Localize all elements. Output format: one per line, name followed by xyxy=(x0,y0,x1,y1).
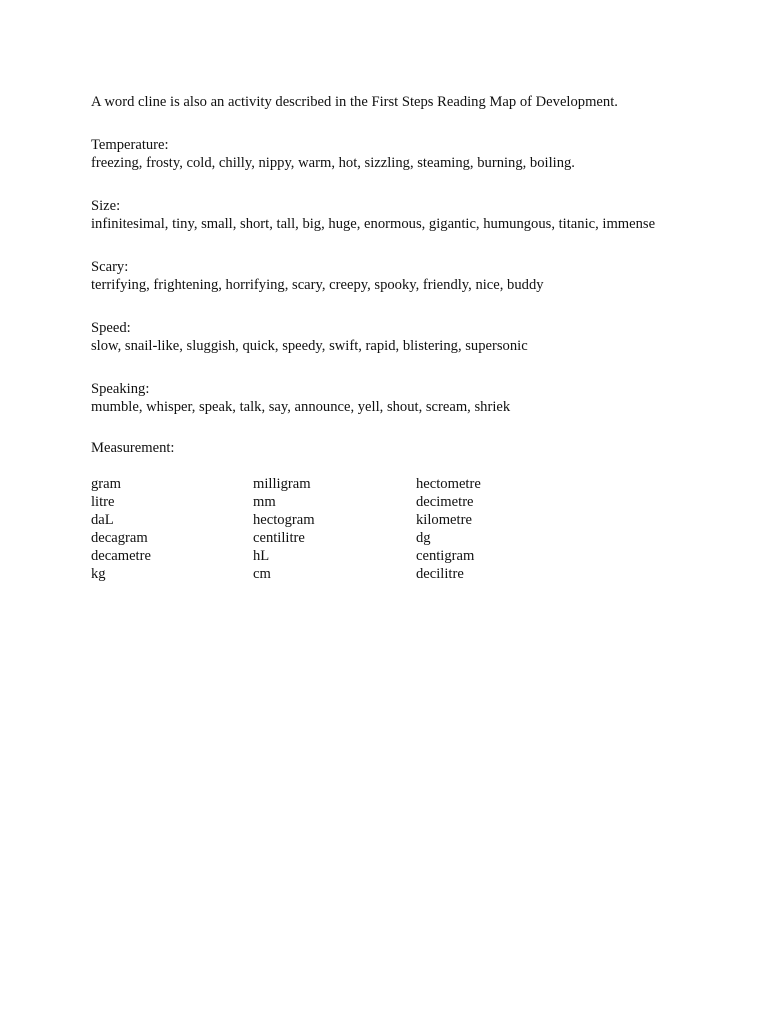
measurement-cell: milligram xyxy=(253,476,311,492)
measurement-cell: centilitre xyxy=(253,530,305,546)
section-speaking xyxy=(91,380,751,416)
section-words: terrifying, frightening, horrifying, scary, creepy, spooky, friendly, nice, buddy xyxy=(91,277,544,293)
measurement-cell: decilitre xyxy=(416,566,464,582)
section-heading: Speed: xyxy=(91,320,131,336)
section-heading: Temperature: xyxy=(91,137,169,153)
measurement-cell: centigram xyxy=(416,548,475,564)
intro-paragraph: A word cline is also an activity described in the First Steps Reading Map of Development. xyxy=(91,94,618,110)
measurement-table xyxy=(91,475,751,583)
measurement-cell: kg xyxy=(91,566,106,582)
measurement-cell: hL xyxy=(253,548,270,564)
measurement-cell: gram xyxy=(91,476,121,492)
measurement-heading: Measurement: xyxy=(91,440,175,456)
measurement-cell: daL xyxy=(91,512,114,528)
section-words: slow, snail-like, sluggish, quick, speedy, swift, rapid, blistering, supersonic xyxy=(91,338,528,354)
section-words: infinitesimal, tiny, small, short, tall, big, huge, enormous, gigantic, humungous, titanic, immense xyxy=(91,216,656,232)
section-speed xyxy=(91,319,751,355)
measurement-cell: mm xyxy=(253,494,276,510)
measurement-cell: litre xyxy=(91,494,115,510)
document-page xyxy=(91,93,751,583)
measurement-cell: hectogram xyxy=(253,512,315,528)
measurement-cell: decagram xyxy=(91,530,148,546)
section-words: mumble, whisper, speak, talk, say, announce, yell, shout, scream, shriek xyxy=(91,399,511,415)
section-size xyxy=(91,197,751,233)
section-words: freezing, frosty, cold, chilly, nippy, warm, hot, sizzling, steaming, burning, boiling. xyxy=(91,155,575,171)
section-heading: Scary: xyxy=(91,259,129,275)
section-heading: Size: xyxy=(91,198,121,214)
measurement-cell: kilometre xyxy=(416,512,472,528)
measurement-cell: hectometre xyxy=(416,476,481,492)
section-scary xyxy=(91,258,751,294)
measurement-cell: decametre xyxy=(91,548,151,564)
measurement-cell: dg xyxy=(416,530,431,546)
section-heading: Speaking: xyxy=(91,381,150,397)
measurement-cell: decimetre xyxy=(416,494,474,510)
measurement-cell: cm xyxy=(253,566,271,582)
section-temperature xyxy=(91,136,751,172)
